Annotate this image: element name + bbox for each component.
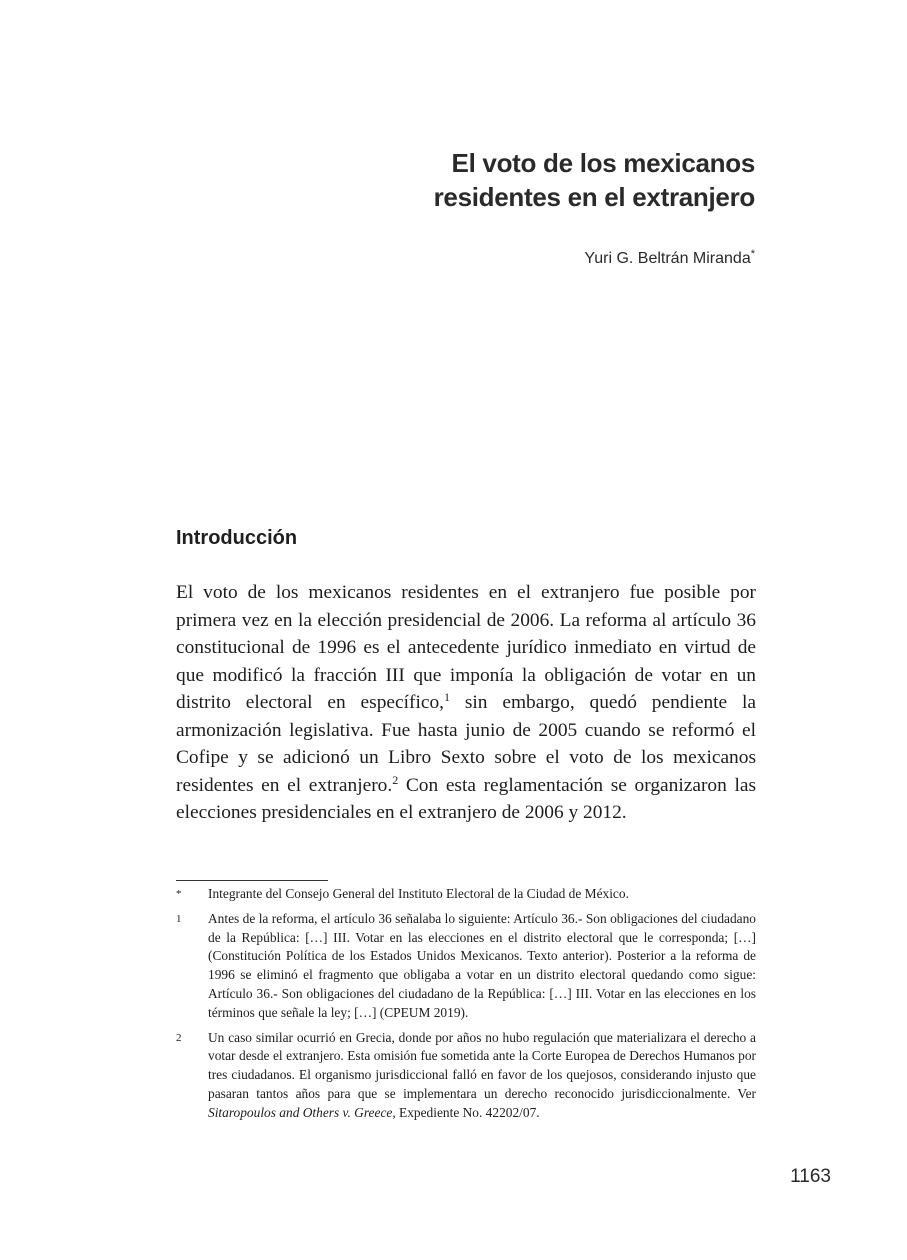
chapter-title-line-2: residentes en el extranjero	[433, 182, 755, 212]
footnote-mark: 1	[176, 912, 182, 925]
chapter-title-line-1: El voto de los mexicanos	[451, 148, 755, 178]
section-heading: Introducción	[176, 527, 298, 549]
chapter-title	[195, 146, 755, 214]
footnote-ref-1: 1	[444, 690, 450, 704]
footnote-2	[176, 1029, 756, 1123]
case-citation: Sitaropoulos and Others v. Greece	[208, 1104, 393, 1120]
footnote-mark: *	[176, 888, 182, 900]
footnote-author	[176, 885, 756, 904]
footnote-divider	[176, 880, 328, 881]
paragraph-text-1: El voto de los mexicanos residentes en el extranjero fue posible por primera vez en la elección presidencial de 2006. La reforma al artículo 36 constitucional de 1996 es el antecedente jurídico inmediato en virtud de que modificó la fracción III que imponía la obligación de votar en un distrito electoral en específico,	[176, 582, 756, 713]
paragraph-text-3: Con esta reglamentación se organizaron las elecciones presidenciales en el extranjero de 2006 y 2012.	[176, 774, 756, 823]
footnote-text: Integrante del Consejo General del Instituto Electoral de la Ciudad de México.	[208, 886, 629, 901]
intro-paragraph	[176, 579, 756, 827]
author-name: Yuri G. Beltrán Miranda	[584, 250, 751, 267]
footnote-text	[208, 1029, 756, 1123]
page-number: 1163	[790, 1166, 831, 1187]
author-footnote-mark: *	[750, 248, 755, 260]
footnotes	[176, 885, 756, 1129]
footnote-text: Antes de la reforma, el artículo 36 señalaba lo siguiente: Artículo 36.- Son obligaciones del ciudadano de la República: […] III. Votar en las elecciones en el distrito electoral que le corresponda; […] (Constitución Política de los Estados Unidos Mexicanos. Texto anterior). Posterior a la reforma de 1996 se eliminó el fragmento que obligaba a votar en un distrito electoral quedando como sigue: Artículo 36.- Son obligaciones del ciudadano de la República: […] III. Votar en las elecciones en los términos que señale la ley; […] (CPEUM 2019).	[208, 910, 756, 1020]
footnote-ref-2: 2	[392, 772, 399, 787]
footnote-text-after: , Expediente No. 42202/07.	[392, 1104, 540, 1120]
footnote-text-before: Un caso similar ocurrió en Grecia, donde por años no hubo regulación que materializara el derecho a votar desde el extranjero. Esta omisión fue sometida ante la Corte Europea de Derechos Humanos por tres ciudadanos. El organismo jurisdiccional falló en favor de los quejosos, considerando injusto que pasaran tantos años para que se implementara un derecho reconocido jurisdiccionalmente. Ver	[208, 1029, 756, 1101]
footnote-1	[176, 910, 756, 1023]
paragraph-text-2: sin embargo, quedó pendiente la armonización legislativa. Fue hasta junio de 2005 cuando se reformó el Cofipe y se adicionó un Libro Sexto sobre el voto de los mexicanos residentes en el extranjero.	[176, 692, 756, 796]
author-byline	[355, 250, 755, 268]
footnote-mark: 2	[176, 1031, 182, 1044]
